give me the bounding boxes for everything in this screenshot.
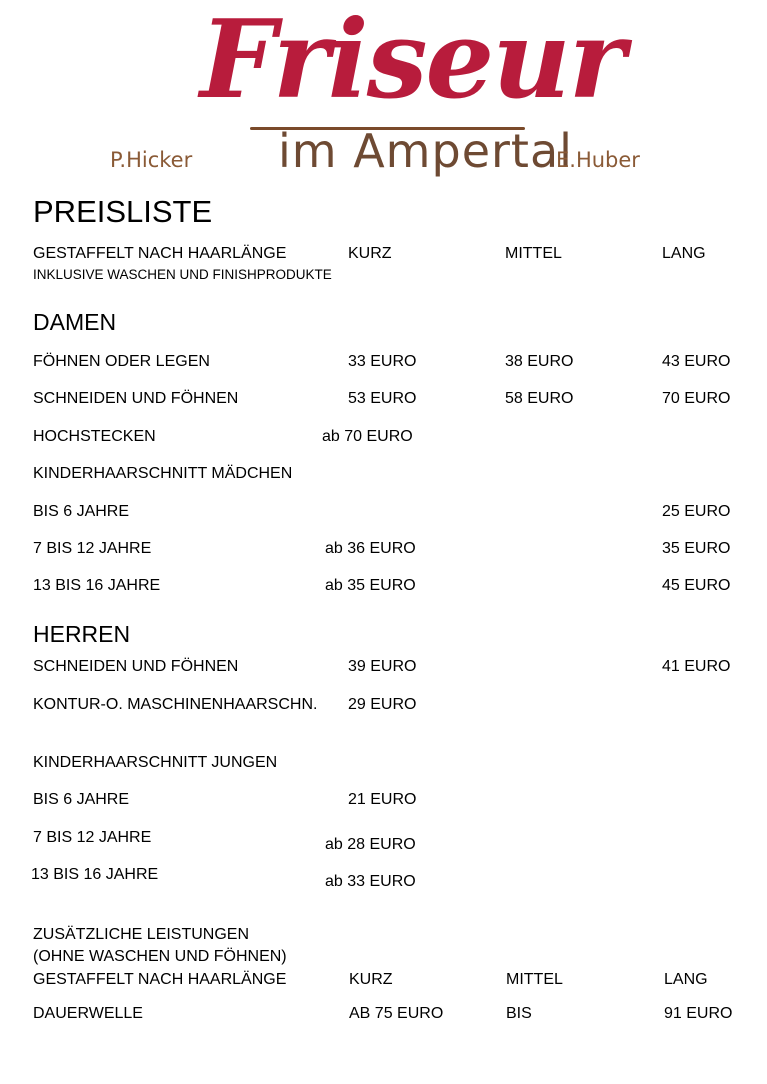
herren-row-label: KONTUR-O. MASCHINENHAARSCHN. xyxy=(33,696,318,713)
damen-row-mittel: 58 EURO xyxy=(505,390,574,407)
damen-row-label: 7 BIS 12 JAHRE xyxy=(33,540,152,557)
herren-row-kurz: 21 EURO xyxy=(348,791,417,808)
section-title-damen: DAMEN xyxy=(33,309,117,335)
extra-row-label: DAUERWELLE xyxy=(33,1005,143,1022)
damen-row-kurz: ab 36 EURO xyxy=(325,540,416,557)
logo-main-text: Friseur xyxy=(200,0,624,123)
damen-row-mittel: 38 EURO xyxy=(505,353,574,370)
page-title: PREISLISTE xyxy=(33,194,213,229)
extra-row-lang: 91 EURO xyxy=(664,1005,733,1022)
herren-row-label: KINDERHAARSCHNITT JUNGEN xyxy=(33,754,278,771)
section-title-herren: HERREN xyxy=(33,621,131,647)
damen-row-lang: 70 EURO xyxy=(662,390,731,407)
logo-left-name: P.Hicker xyxy=(110,148,193,172)
damen-row-lang: 43 EURO xyxy=(662,353,731,370)
herren-row-kurz: ab 33 EURO xyxy=(325,873,416,890)
damen-row-label: SCHNEIDEN UND FÖHNEN xyxy=(33,390,239,407)
damen-row-kurz: ab 35 EURO xyxy=(325,577,416,594)
header-note: INKLUSIVE WASCHEN UND FINISHPRODUKTE xyxy=(33,267,332,282)
damen-row-label: HOCHSTECKEN xyxy=(33,428,156,445)
extra-title: ZUSÄTZLICHE LEISTUNGEN xyxy=(33,926,250,943)
herren-row-kurz: 29 EURO xyxy=(348,696,417,713)
header-label: GESTAFFELT NACH HAARLÄNGE xyxy=(33,245,287,262)
damen-row-label: FÖHNEN ODER LEGEN xyxy=(33,353,210,370)
damen-row-lang: 35 EURO xyxy=(662,540,731,557)
logo-sub-text: im Ampertal xyxy=(278,124,573,178)
herren-row-label: SCHNEIDEN UND FÖHNEN xyxy=(33,658,239,675)
extra-header-col-kurz: KURZ xyxy=(349,971,393,988)
damen-row-label: KINDERHAARSCHNITT MÄDCHEN xyxy=(33,465,293,482)
extra-header-col-lang: LANG xyxy=(664,971,708,988)
header-col-kurz: KURZ xyxy=(348,245,392,262)
logo xyxy=(0,0,767,195)
damen-row-kurz: 53 EURO xyxy=(348,390,417,407)
herren-row-label: 13 BIS 16 JAHRE xyxy=(31,866,159,883)
extra-header-col-mittel: MITTEL xyxy=(506,971,563,988)
damen-row-label: 13 BIS 16 JAHRE xyxy=(33,577,161,594)
herren-row-label: 7 BIS 12 JAHRE xyxy=(33,829,152,846)
extra-row-mittel: BIS xyxy=(506,1005,532,1022)
damen-row-lang: 45 EURO xyxy=(662,577,731,594)
herren-row-kurz: ab 28 EURO xyxy=(325,836,416,853)
herren-row-kurz: 39 EURO xyxy=(348,658,417,675)
damen-row-label: BIS 6 JAHRE xyxy=(33,503,130,520)
damen-row-lang: 25 EURO xyxy=(662,503,731,520)
damen-row-kurz: 33 EURO xyxy=(348,353,417,370)
herren-row-lang: 41 EURO xyxy=(662,658,731,675)
extra-subtitle: (OHNE WASCHEN UND FÖHNEN) xyxy=(33,948,287,965)
header-col-mittel: MITTEL xyxy=(505,245,562,262)
extra-header-label: GESTAFFELT NACH HAARLÄNGE xyxy=(33,971,287,988)
extra-row-kurz: AB 75 EURO xyxy=(349,1005,444,1022)
damen-row-kurz: ab 70 EURO xyxy=(322,428,413,445)
herren-row-label: BIS 6 JAHRE xyxy=(33,791,130,808)
header-col-lang: LANG xyxy=(662,245,706,262)
logo-right-name: E.Huber xyxy=(556,148,640,172)
